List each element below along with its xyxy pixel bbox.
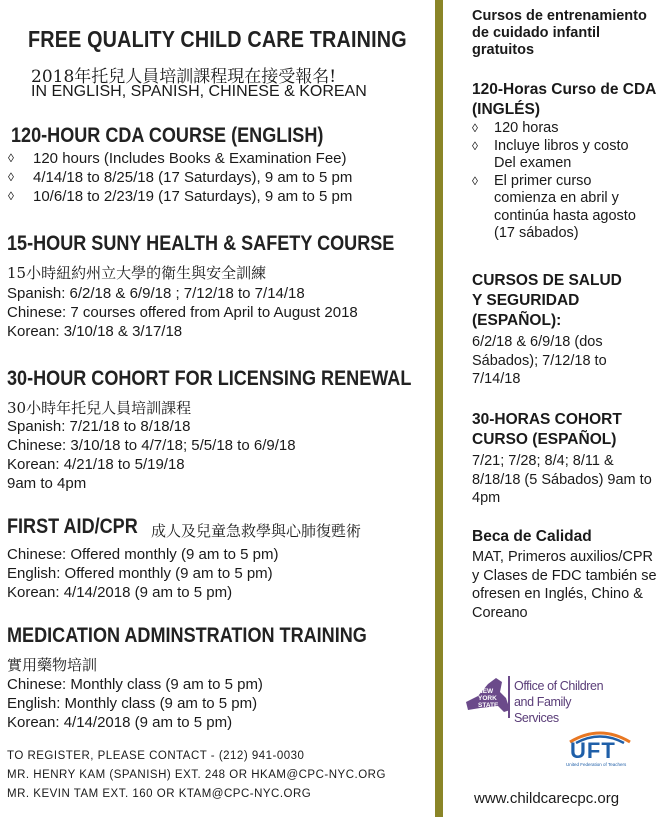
schedule-line: 9am to 4pm [7, 475, 87, 492]
chinese-subtitle: 2018年托兒人員培訓課程現在接受報名! [31, 67, 337, 87]
schedule-line: Chinese: 3/10/18 to 4/7/18; 5/5/18 to 6/9/18 [7, 437, 296, 454]
contact-line: TO REGISTER, PLEASE CONTACT - (212) 941-0030 [7, 750, 305, 762]
salud-heading: CURSOS DE SALUD Y SEGURIDAD (ESPAÑOL): [472, 272, 622, 329]
schedule-line: Korean: 3/10/18 & 3/17/18 [7, 323, 183, 340]
list-item: ◊ Incluye libros y costo Del examen [472, 138, 647, 173]
contact-line: MR. HENRY KAM (SPANISH) EXT. 248 OR HKAM@CPC-NYC.ORG [7, 769, 386, 781]
uft-wordmark: UFT [570, 738, 616, 763]
schedule-line: Spanish: 6/2/18 & 6/9/18 ; 7/12/18 to 7/14/18 [7, 285, 305, 302]
nys-label: NEW YORK STATE [478, 688, 499, 709]
column-divider [435, 0, 443, 817]
medication-heading: MEDICATION ADMINSTRATION TRAINING [7, 624, 367, 647]
cda-es-list [472, 120, 647, 243]
list-item: ◊ 10/6/18 to 2/23/19 (17 Saturdays), 9 am to 5 pm [6, 187, 352, 206]
cda-es-heading: 120-Horas Curso de CDA (INGLÉS) [472, 81, 656, 118]
contact-footer [7, 747, 386, 804]
schedule-line: English: Offered monthly (9 am to 5 pm) [7, 565, 273, 582]
website-url: www.childcarecpc.org [474, 790, 620, 807]
suny-heading: 15-HOUR SUNY HEALTH & SAFETY COURSE [7, 232, 395, 255]
list-item: ◊ 120 horas [472, 120, 647, 138]
schedule-line: Chinese: Monthly class (9 am to 5 pm) [7, 676, 263, 693]
list-item: ◊ 120 hours (Includes Books & Examination Fee) [6, 149, 352, 168]
cohort-heading: 30-HOUR COHORT FOR LICENSING RENEWAL [7, 367, 412, 390]
beca-heading: Beca de Calidad [472, 528, 592, 545]
schedule-line: Chinese: Offered monthly (9 am to 5 pm) [7, 546, 279, 563]
uft-subtitle: United Federation of Teachers [566, 762, 627, 767]
medication-chinese: 實用藥物培訓 [7, 656, 98, 674]
schedule-line: English: Monthly class (9 am to 5 pm) [7, 695, 258, 712]
contact-line: MR. KEVIN TAM EXT. 160 OR KTAM@CPC-NYC.ORG [7, 788, 312, 800]
cohort-schedule [7, 417, 296, 493]
firstaid-heading-row [7, 515, 362, 540]
suny-chinese: 15小時紐約州立大學的衛生與安全訓練 [7, 264, 267, 282]
uft-logo [560, 726, 640, 772]
cohort-es-heading: 30-HORAS COHORT CURSO (ESPAÑOL) [472, 411, 622, 448]
ocfs-name: Office of Children and Family Services [514, 679, 604, 725]
beca-text: MAT, Primeros auxilios/CPR y Clases de FDC también se ofresen en Inglés, Chino & Coreano [472, 549, 657, 621]
firstaid-heading: FIRST AID/CPR [7, 515, 138, 538]
firstaid-chinese: 成人及兒童急救學與心肺復甦術 [151, 522, 362, 540]
page-title: FREE QUALITY CHILD CARE TRAINING [28, 26, 407, 52]
schedule-line: Korean: 4/21/18 to 5/19/18 [7, 456, 185, 473]
list-item: ◊ El primer curso comienza en abril y continúa hasta agosto (17 sábados) [472, 173, 647, 243]
salud-text: 6/2/18 & 6/9/18 (dos Sábados); 7/12/18 to 7/14/18 [472, 334, 607, 387]
cohort-chinese: 30小時年托兒人員培訓課程 [7, 399, 192, 417]
list-item: ◊ 4/14/18 to 8/25/18 (17 Saturdays), 9 am to 5 pm [6, 168, 352, 187]
medication-schedule [7, 675, 263, 732]
spanish-intro: Cursos de entrenamiento de cuidado infantil gratuitos [472, 8, 647, 58]
schedule-line: Korean: 4/14/2018 (9 am to 5 pm) [7, 584, 233, 601]
schedule-line: Korean: 4/14/2018 (9 am to 5 pm) [7, 714, 233, 731]
cohort-es-text: 7/21; 7/28; 8/4; 8/11 & 8/18/18 (5 Sábados) 9am to 4pm [472, 453, 652, 506]
cda-heading: 120-HOUR CDA COURSE (ENGLISH) [11, 124, 324, 147]
logo-rule [508, 676, 510, 718]
schedule-line: Spanish: 7/21/18 to 8/18/18 [7, 418, 191, 435]
suny-schedule [7, 284, 358, 341]
schedule-line: Chinese: 7 courses offered from April to August 2018 [7, 304, 358, 321]
cda-list [6, 149, 352, 206]
firstaid-schedule [7, 545, 279, 602]
ocfs-logo [460, 672, 660, 725]
languages-line: IN ENGLISH, SPANISH, CHINESE & KOREAN [31, 83, 367, 100]
